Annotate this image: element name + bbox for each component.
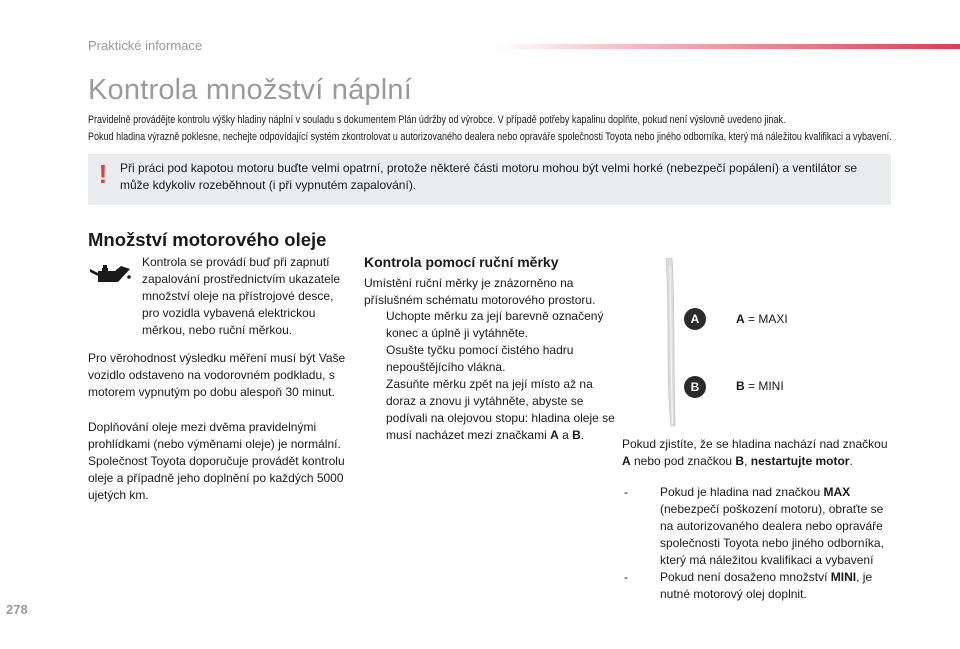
intro-line-1: Pravidelně provádějte kontrolu výšky hladiny náplní v souladu s dokumentem Plán údržby od výrobce. V případě potřeby kapalinu doplňte, pokud není výslovně uvedeno jinak. bbox=[88, 114, 786, 126]
intro-text bbox=[88, 112, 892, 146]
marker-a-badge: A bbox=[684, 308, 706, 330]
result-text: Pokud zjistíte, že se hladina nachází nad značkou bbox=[622, 437, 888, 451]
marker-b-badge: B bbox=[684, 376, 706, 398]
result-warning: nestartujte motor bbox=[750, 454, 850, 468]
list-item bbox=[364, 342, 616, 376]
step-text: Zasuňte měrku zpět na její místo až na doraz a znovu ji vytáhněte, abyste se podívali na olejovou stopu: hladina oleje se musí nacházet mezi značkami bbox=[386, 377, 615, 442]
oil-paragraph-2: Pro věrohodnost výsledku měření musí být Vaše vozidlo odstaveno na vodorovném podkladu, s motorem vypnutým po dobu alespoň 30 minut. bbox=[88, 351, 346, 399]
list-item bbox=[622, 484, 892, 569]
dipstick-heading: Kontrola pomocí ruční měrky bbox=[364, 254, 559, 270]
legend-mini bbox=[736, 379, 784, 393]
result-text: . bbox=[849, 454, 853, 468]
item-text: (nebezpečí poškození motoru), obraťte se na autorizovaného dealera nebo opravářе společnosti Toyota nebo jiného odborníka, který má náležitou kvalifikaci a vybavení bbox=[660, 502, 884, 567]
legend-a-value: = MAXI bbox=[744, 312, 788, 326]
warning-text: Při práci pod kapotou motoru buďte velmi opatrní, protože některé části motoru mohou být velmi horké (nebezpečí popálení) a ventilátor se může kdykoliv rozeběhnout (i při vypnutém zapalování). bbox=[120, 161, 858, 192]
mark-a-ref: A bbox=[550, 428, 559, 442]
section-label: Praktické informace bbox=[88, 38, 203, 53]
oil-heading: Množství motorového oleje bbox=[88, 229, 327, 250]
step-conj: a bbox=[558, 428, 573, 442]
item-text: , je nutné motorový olej doplnit. bbox=[660, 570, 873, 601]
item-bold: MINI bbox=[830, 570, 857, 584]
dash-marker: - bbox=[624, 485, 628, 499]
step-text: Osušte tyčku pomocí čistého hadru nepouštějícího vlákna. bbox=[386, 343, 574, 374]
dipstick-steps bbox=[364, 308, 616, 444]
level-result-list bbox=[622, 484, 892, 603]
oil-can-icon bbox=[88, 260, 132, 290]
step-text: Uchopte měrku za její barevně označený konec a úplně ji vytáhněte. bbox=[386, 309, 604, 340]
result-text: , bbox=[744, 454, 751, 468]
dipstick-illustration bbox=[660, 258, 682, 430]
dash-marker: - bbox=[624, 570, 628, 584]
legend-b-key: B bbox=[736, 379, 745, 393]
header-accent-bar bbox=[492, 44, 960, 49]
legend-b-value: = MINI bbox=[744, 379, 784, 393]
item-text: Pokud není dosaženo množství bbox=[660, 570, 831, 584]
page-title: Kontrola množství náplní bbox=[88, 74, 412, 106]
legend-maxi bbox=[736, 312, 788, 326]
item-text: Pokud je hladina nad značkou bbox=[660, 485, 824, 499]
list-item bbox=[622, 569, 892, 603]
intro-line-2: Pokud hladina výrazně poklesne, nechejte odpovídající systém zkontrolovat u autorizovaného dealera nebo opravářе společnosti Toyota nebo jiného odborníka, který má náležitou kvalifikaci a vybavení. bbox=[88, 131, 892, 143]
mark-b-ref: B bbox=[572, 428, 581, 442]
dipstick-intro: Umístění ruční měrky je znázorněno na příslušném schématu motorového prostoru. bbox=[364, 276, 596, 307]
warning-icon: ! bbox=[98, 159, 108, 189]
list-item bbox=[364, 376, 616, 444]
page-number: 278 bbox=[6, 602, 28, 617]
oil-paragraph-1: Kontrola se provádí buď při zapnutí zapalování prostřednictvím ukazatele množství oleje na přístrojové desce, pro vozidla vybavená elektrickou měrkou, nebo ruční měrkou. bbox=[142, 255, 341, 337]
oil-paragraph-3: Doplňování oleje mezi dvěma pravidelnými prohlídkami (nebo výměnami oleje) je normální. Společnost Toyota doporučuje provádět kontrolu oleje a případně jeho doplnění po každých 5000 ujetých km. bbox=[88, 420, 345, 502]
list-item bbox=[364, 308, 616, 342]
result-mark-a: A bbox=[622, 454, 631, 468]
legend-a-key: A bbox=[736, 312, 745, 326]
result-mark-b: B bbox=[735, 454, 745, 468]
level-result-paragraph bbox=[622, 436, 892, 470]
step-end: . bbox=[580, 428, 585, 442]
result-text: nebo pod značkou bbox=[630, 454, 736, 468]
item-bold: MAX bbox=[823, 485, 851, 499]
